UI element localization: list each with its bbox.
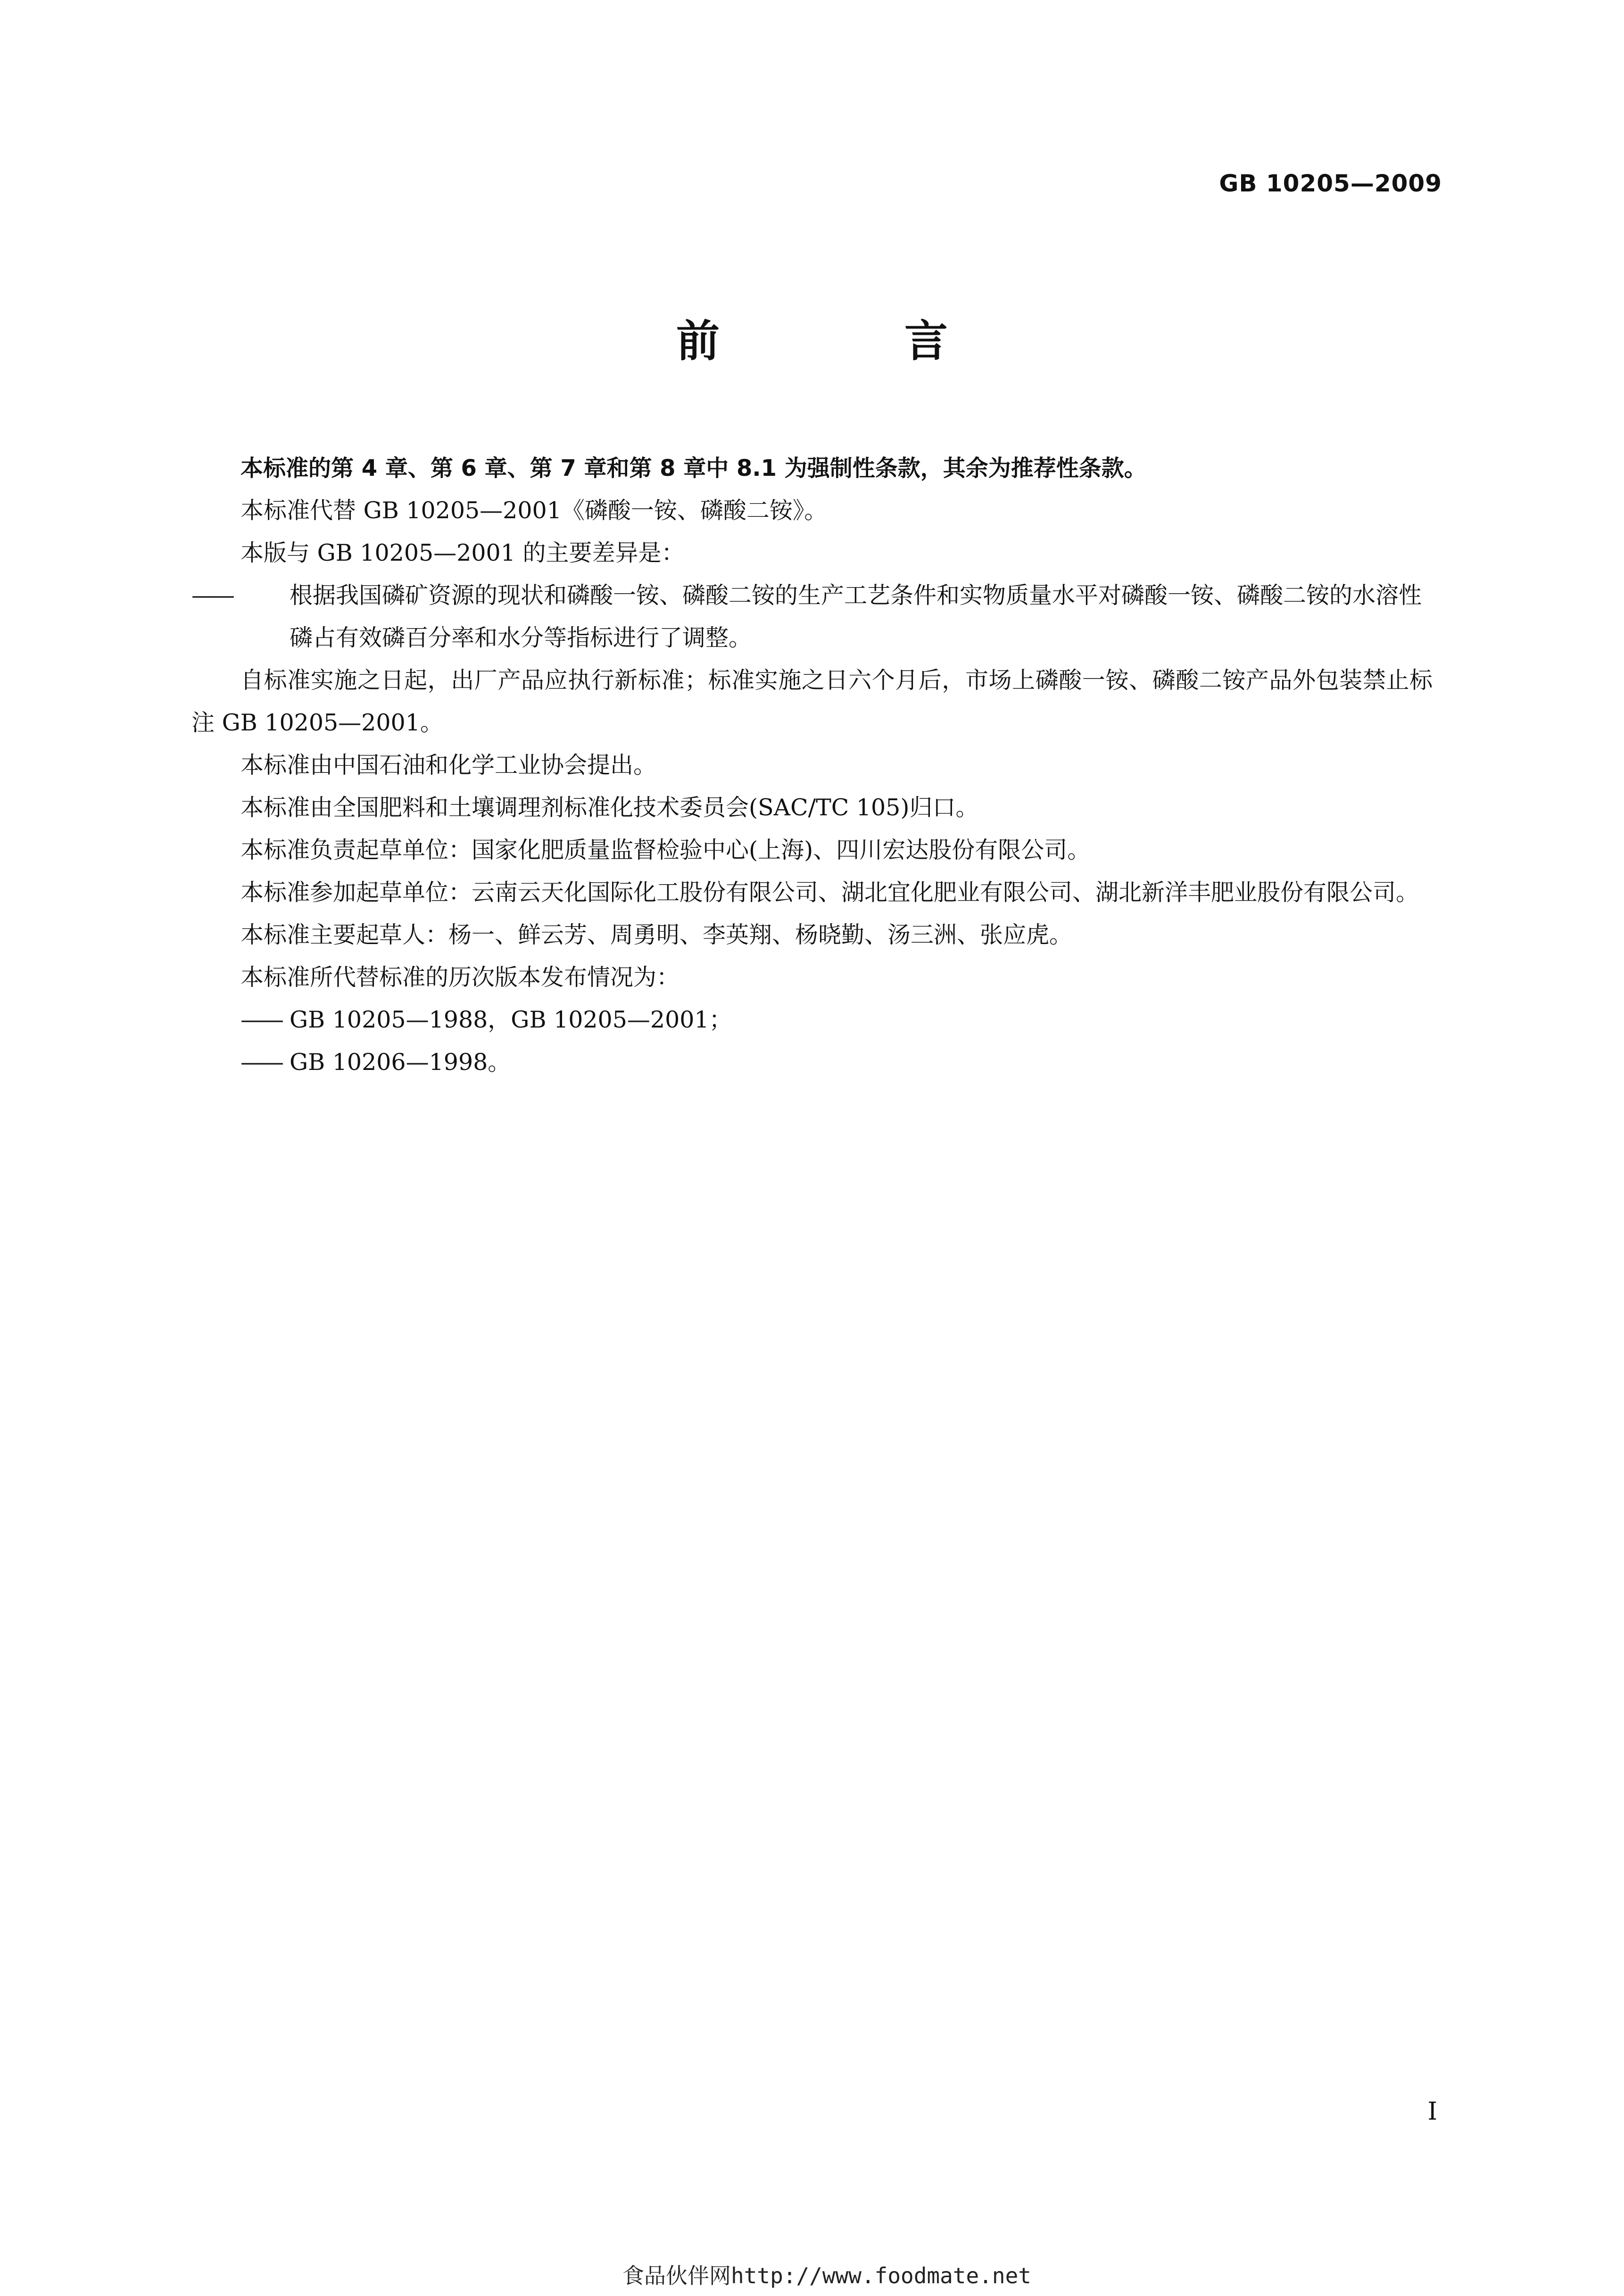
- drafters-statement: 本标准主要起草人：杨一、鲜云芳、周勇明、李英翔、杨晓勤、汤三洲、张应虎。: [240, 921, 1073, 948]
- foreword-body: [191, 447, 1433, 1084]
- history-list-item: [191, 999, 1433, 1041]
- history-intro: 本标准所代替标准的历次版本发布情况为：: [240, 964, 680, 991]
- lead-drafters-statement: 本标准负责起草单位：国家化肥质量监督检验中心(上海)、四川宏达股份有限公司。: [240, 837, 1091, 863]
- implementation-statement: 自标准实施之日起，出厂产品应执行新标准；标准实施之日六个月后，市场上磷酸一铵、磷酸二铵产品外包装禁止标注 GB 10205—2001。: [191, 667, 1433, 736]
- history-text: GB 10206—1998。: [290, 1049, 511, 1076]
- watermark: 食品伙伴网http://www.foodmate.net: [622, 2263, 1031, 2288]
- history-list-item: [191, 1041, 1433, 1084]
- participating-drafters-statement: 本标准参加起草单位：云南云天化国际化工股份有限公司、湖北宜化肥业有限公司、湖北新洋丰肥业股份有限公司。: [240, 879, 1419, 906]
- page-number: I: [1427, 2097, 1437, 2126]
- committee-statement: 本标准由全国肥料和土壤调理剂标准化技术委员会(SAC/TC 105)归口。: [240, 794, 979, 821]
- difference-list-item: [191, 574, 1433, 659]
- replaces-statement: 本标准代替 GB 10205—2001《磷酸一铵、磷酸二铵》。: [240, 497, 828, 524]
- history-text: GB 10205—1988，GB 10205—2001；: [290, 1006, 732, 1033]
- dash-marker: ——: [191, 582, 232, 609]
- proposer-statement: 本标准由中国石油和化学工业协会提出。: [240, 752, 657, 779]
- differences-intro: 本版与 GB 10205—2001 的主要差异是：: [240, 539, 685, 566]
- difference-text: 根据我国磷矿资源的现状和磷酸一铵、磷酸二铵的生产工艺条件和实物质量水平对磷酸一铵、磷酸二铵的水溶性磷占有效磷百分率和水分等指标进行了调整。: [290, 582, 1422, 651]
- standard-code: GB 10205—2009: [1219, 170, 1442, 197]
- page-title: 前 言: [676, 316, 1019, 366]
- dash-marker: ——: [240, 1006, 281, 1033]
- dash-marker: ——: [240, 1049, 281, 1076]
- mandatory-clause-statement: 本标准的第 4 章、第 6 章、第 7 章和第 8 章中 8.1 为强制性条款，其余为推荐性条款。: [240, 455, 1147, 481]
